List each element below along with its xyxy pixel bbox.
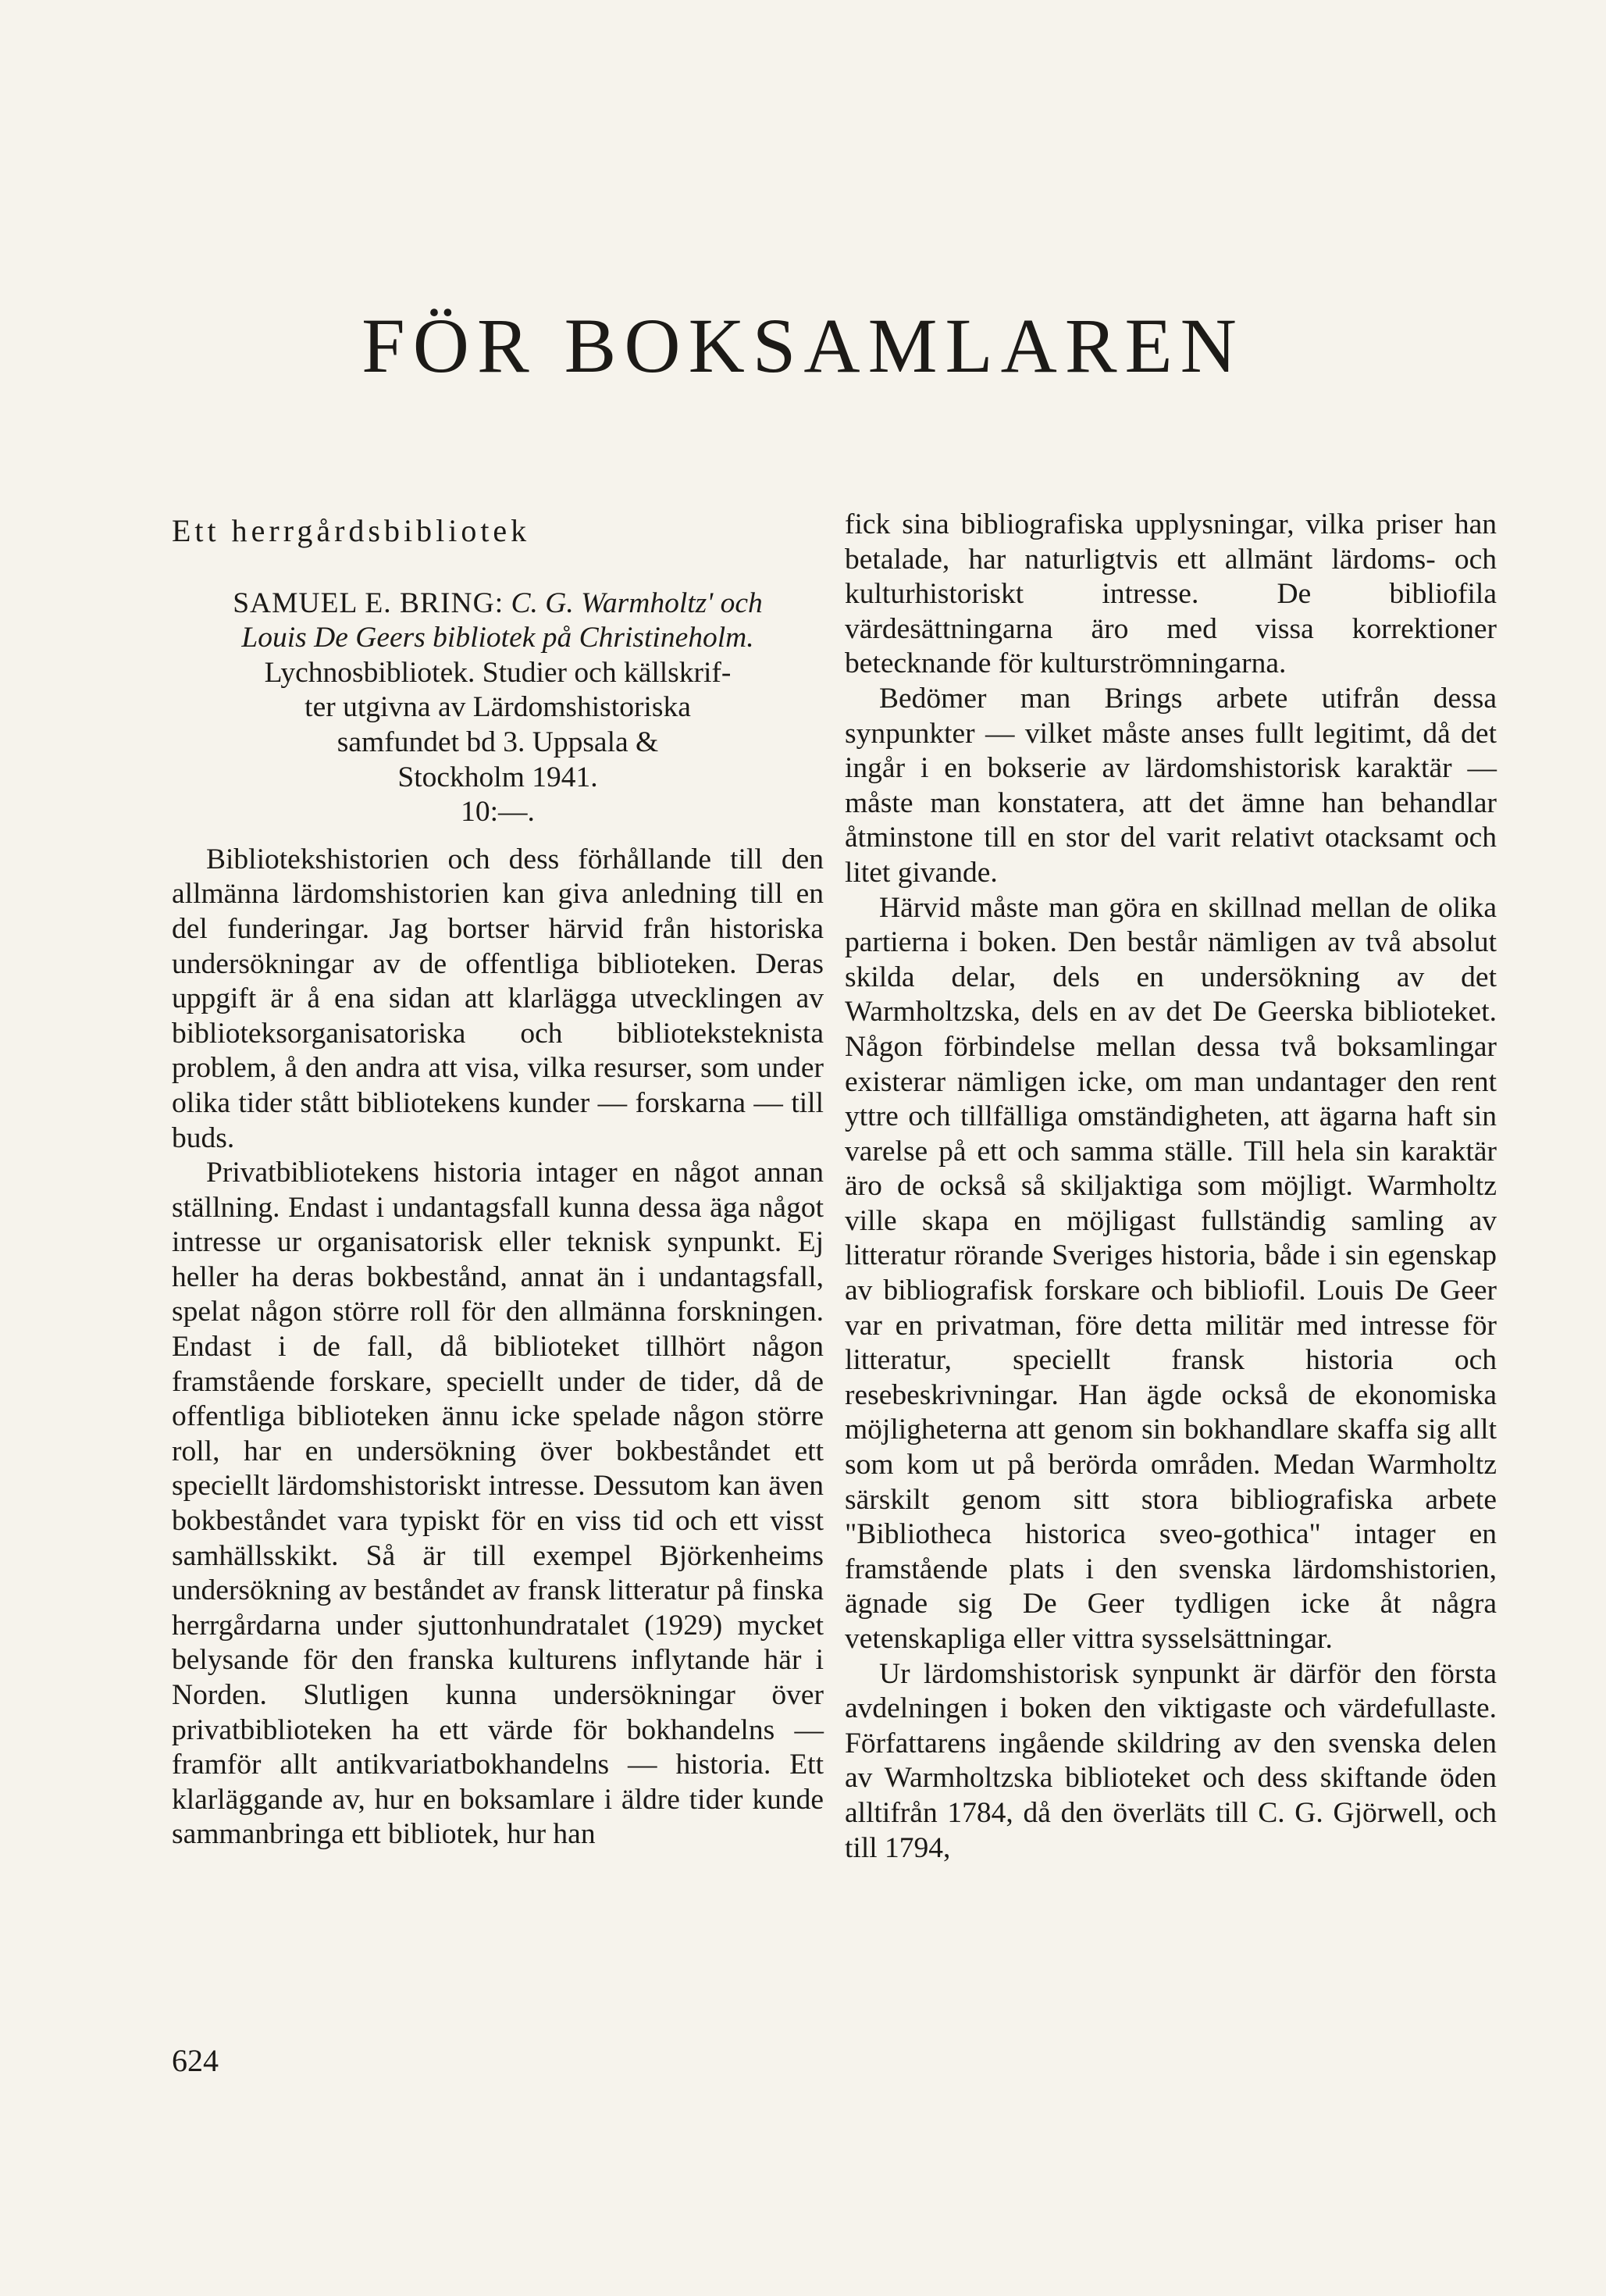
left-paragraph-1: Bibliotekshistorien och dess förhållande till den allmänna lärdomshistorien kan giva anledning till en del funderingar. Jag bortser härvid från historiska undersökningar av de offentliga biblioteken. Deras uppgift är å ena sidan att klarlägga utvecklingen av biblioteksorganisatoriska och biblioteksteknista problem, å den andra att visa, vilka resurser, som under olika tider stått bibliotekens kunder — forskarna — till buds.: [172, 843, 824, 1154]
review-author: SAMUEL E. BRING:: [233, 586, 504, 619]
review-series-1: Lychnosbibliotek. Studier och källskrif-: [264, 656, 732, 689]
review-citation: [172, 586, 824, 830]
review-title-line-1: [172, 586, 824, 622]
right-paragraph-2: Bedömer man Brings arbete utifrån dessa synpunkter — vilket måste anses fullt legitimt, då det ingår i en bokserie av lärdomshistorisk karaktär — måste man konstatera, att det ämne han behandlar åtminstone till en stor del varit relativt otacksamt och litet givande.: [845, 682, 1497, 889]
review-book-title-2: Louis De Geers bibliotek på Christineholm.: [241, 622, 754, 654]
right-paragraph-1: fick sina bibliografiska upplysningar, vilka priser han betalade, har naturligtvis ett allmänt lärdoms- och kulturhistoriskt intresse. De bibliofila värdesättningarna äro med vissa korrektioner betecknande för kulturströmningarna.: [845, 508, 1497, 680]
review-price: 10:—.: [461, 796, 535, 829]
review-series-4: Stockholm 1941.: [397, 761, 598, 793]
right-column: [845, 508, 1497, 1866]
review-book-title-1: C. G. Warmholtz' och: [511, 586, 763, 619]
section-title: Ett herrgårdsbibliotek: [172, 513, 531, 548]
right-paragraph-3: Härvid måste man göra en skillnad mellan de olika partierna i boken. Den består nämligen av två absolut skilda delar, dels en undersökning av det Warmholtzska, dels en av det De Geerska biblioteket. Någon förbindelse mellan dessa två boksamlingar existerar nämligen icke, om man undantager den rent yttre och tillfälliga omständigheten, att ägarna haft sin varelse på ett och samma ställe. Till hela sin karaktär äro de också så skiljaktiga som möjligt. Warmholtz ville skapa en möjligast fullständig samling av litteratur rörande Sveriges historia, både i sin egenskap av bibliografisk forskare och bibliofil. Louis De Geer var en privatman, före detta militär med intresse för litteratur, speciellt fransk historia och resebeskrivningar. Han ägde också de ekonomiska möjligheterna att genom sin bokhandlare skaffa sig allt som kom ut på berörda områden. Medan Warmholtz särskilt genom sitt stora bibliografiska arbete "Bibliotheca historica sveo-gothica" intager en framstående plats i den svenska lärdomshistorien, ägnade sig De Geer tydligen icke åt några vetenskapliga eller vittra sysselsättningar.: [845, 891, 1497, 1655]
review-series-3: samfundet bd 3. Uppsala &: [337, 726, 659, 758]
left-column: [172, 508, 824, 1852]
left-paragraph-2: Privatbibliotekens historia intager en något annan ställning. Endast i undantagsfall kunna dessa äga något intresse ur organisatorisk eller teknisk synpunkt. Ej heller ha deras bokbestånd, annat än i undantagsfall, spelat någon större roll för den allmänna forskningen. Endast i de fall, då biblioteket tillhört någon framstående forskare, speciellt under de tider, då de offentliga biblioteken ännu icke spelade någon större roll, har en undersökning över bokbeståndet ett speciellt lärdomshistoriskt intresse. Dessutom kan även bokbeståndet vara typiskt för en viss tid och ett visst samhällsskikt. Så är till exempel Björkenheims undersökning av beståndet av fransk litteratur på finska herrgårdarna under sjuttonhundratalet (1929) mycket belysande för den franska kulturens inflytande här i Norden. Slutligen kunna undersökningar över privatbiblioteken ha ett värde för bokhandelns — framför allt antikvariatbokhandelns — historia. Ett klarläggande av, hur en boksamlare i äldre tider kunde sammanbringa ett bibliotek, hur han: [172, 1157, 824, 1851]
review-series-2: ter utgivna av Lärdomshistoriska: [304, 691, 691, 724]
right-paragraph-4: Ur lärdomshistorisk synpunkt är därför den första avdelningen i boken den viktigaste och värdefullaste. Författarens ingående skildring av den svenska delen av Warmholtzska biblioteket och dess skiftande öden alltifrån 1784, då den överläts till C. G. Gjörwell, och till 1794,: [845, 1657, 1497, 1864]
page-number: 624: [172, 2043, 219, 2078]
page-title: FÖR BOKSAMLAREN: [361, 302, 1245, 389]
